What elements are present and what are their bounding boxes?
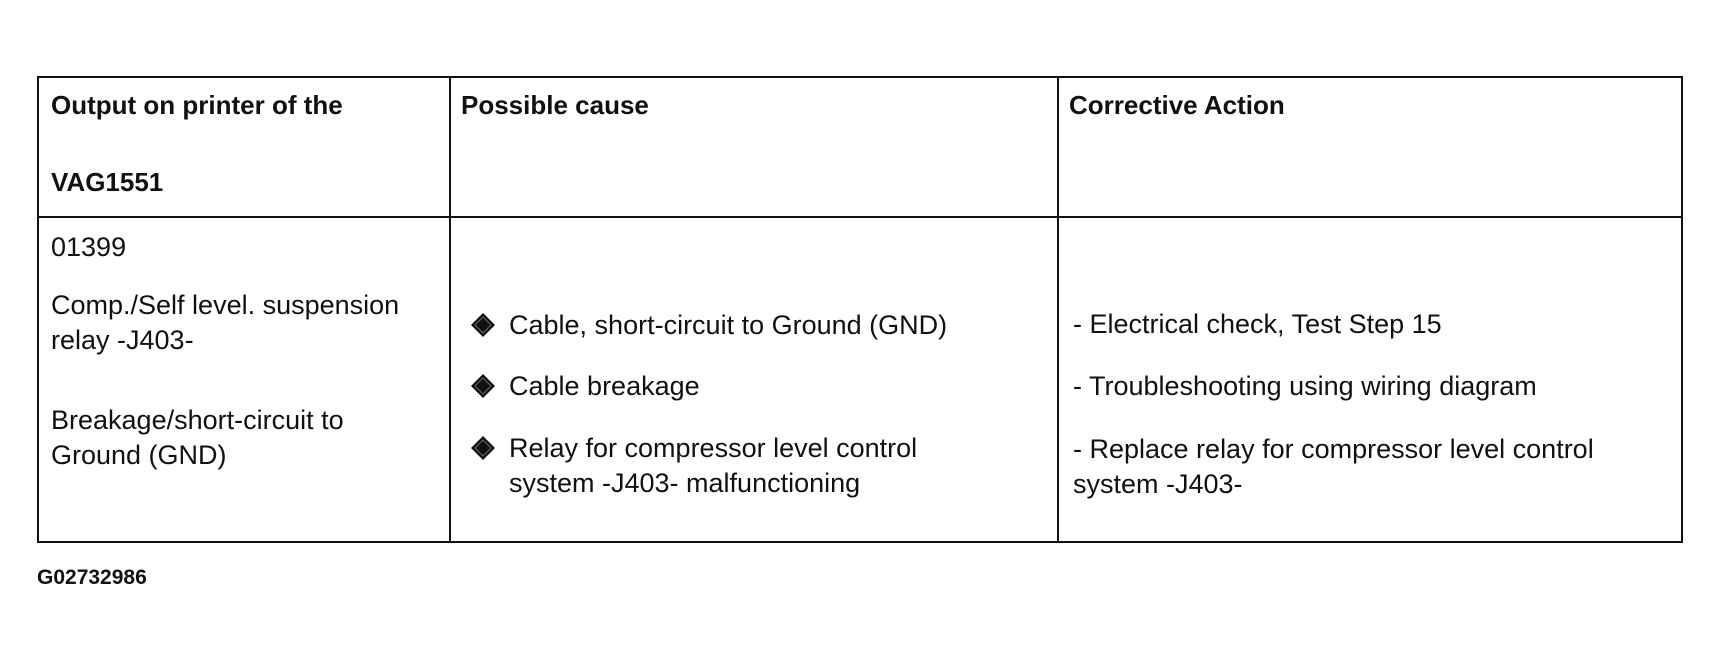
diamond-bullet-icon bbox=[470, 373, 496, 399]
cause-3-line1: Relay for compressor level control bbox=[509, 433, 918, 463]
header-possible-cause: Possible cause bbox=[461, 90, 649, 120]
header-divider bbox=[39, 216, 1681, 218]
action-1-text: - Electrical check, Test Step 15 bbox=[1073, 309, 1442, 339]
cause-1-text: Cable, short-circuit to Ground (GND) bbox=[509, 310, 948, 340]
component-line1: Comp./Self level. suspension bbox=[51, 290, 400, 320]
figure-id: G02732986 bbox=[37, 566, 147, 589]
component-line2: relay -J403- bbox=[51, 325, 194, 355]
cause-2-text: Cable breakage bbox=[509, 371, 700, 401]
action-3-line2: system -J403- bbox=[1073, 469, 1243, 499]
action-3-line1: - Replace relay for compressor level control bbox=[1073, 434, 1594, 464]
column-divider-2 bbox=[1057, 78, 1059, 541]
header-output-line1: Output on printer of the bbox=[51, 90, 343, 120]
fault-code: 01399 bbox=[51, 232, 127, 262]
fault-type-line2: Ground (GND) bbox=[51, 440, 227, 470]
diagnostic-table bbox=[37, 76, 1683, 543]
fault-type-line1: Breakage/short-circuit to bbox=[51, 405, 344, 435]
cause-3-line2: system -J403- malfunctioning bbox=[509, 468, 861, 498]
header-corrective-action: Corrective Action bbox=[1069, 90, 1285, 120]
diamond-bullet-icon bbox=[470, 435, 496, 461]
diamond-bullet-icon bbox=[470, 312, 496, 338]
column-divider-1 bbox=[449, 78, 451, 541]
header-output-line2: VAG1551 bbox=[51, 167, 164, 197]
action-2-text: - Troubleshooting using wiring diagram bbox=[1073, 371, 1537, 401]
